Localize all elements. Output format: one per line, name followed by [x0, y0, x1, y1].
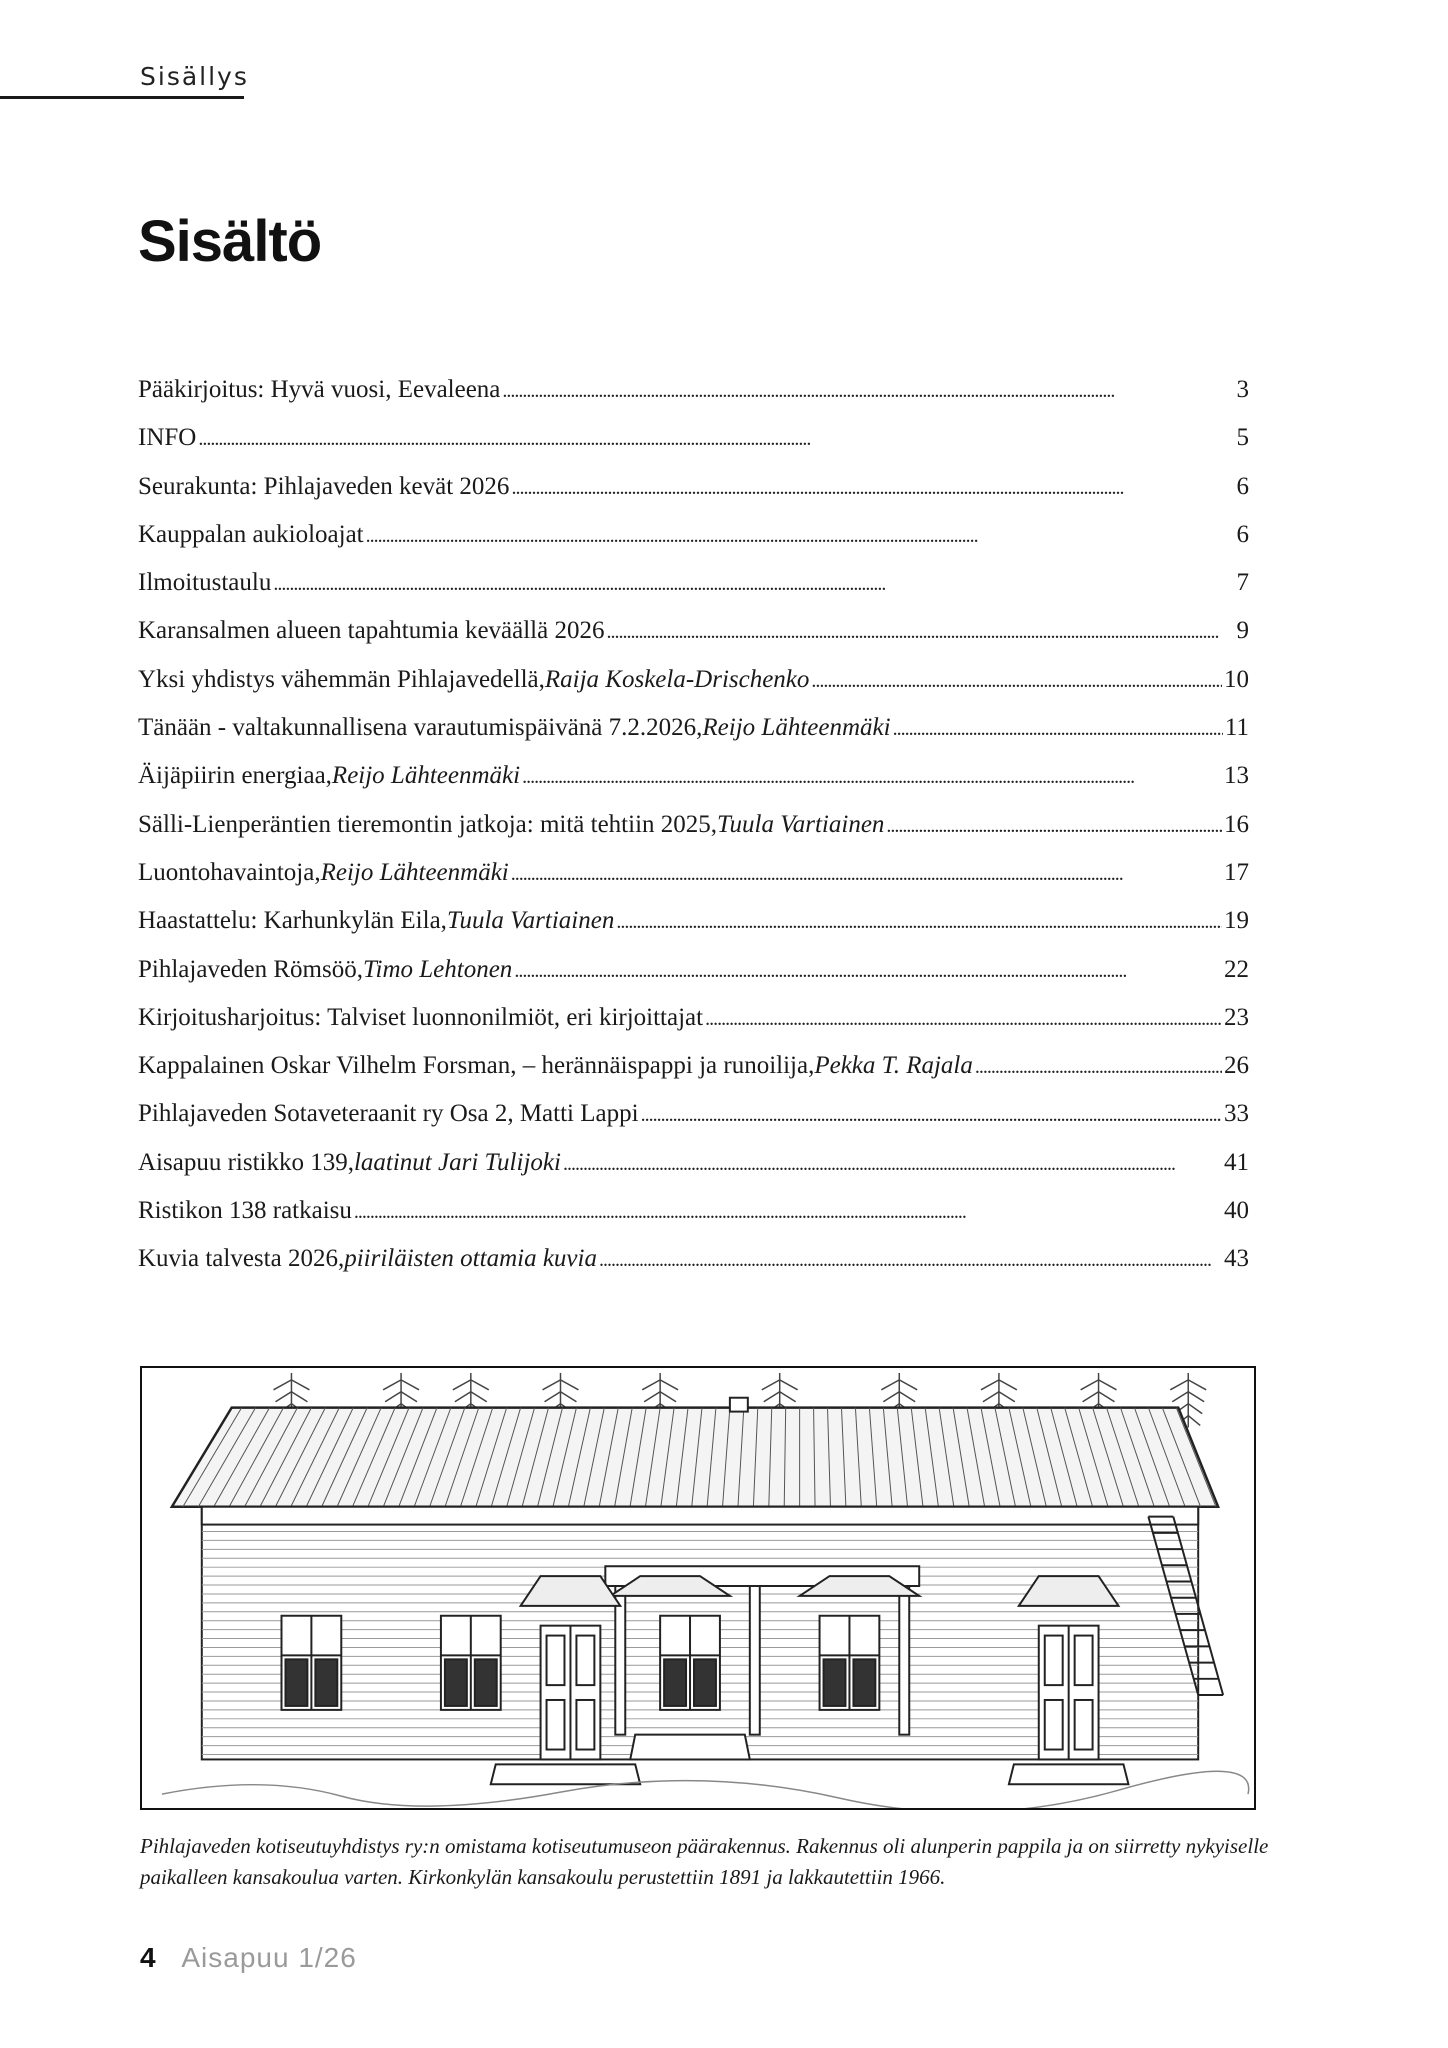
toc-dot-leader	[975, 1052, 1222, 1080]
toc-entry[interactable]	[138, 1197, 1249, 1245]
toc-entry-title: Pääkirjoitus: Hyvä vuosi, Eevaleena	[138, 376, 501, 403]
toc-entry-page: 7	[1236, 569, 1249, 597]
toc-entry-author: Reijo Lähteenmäki	[320, 858, 509, 886]
toc-entry[interactable]	[138, 1100, 1249, 1148]
toc-entry-author: Pekka T. Rajala	[814, 1052, 973, 1080]
toc-entry[interactable]	[138, 376, 1249, 424]
toc-entry[interactable]	[138, 859, 1249, 907]
toc-dot-leader	[599, 1245, 1222, 1273]
toc-entry[interactable]	[138, 521, 1249, 569]
toc-entry[interactable]	[138, 762, 1249, 810]
toc-entry-author: Reijo Lähteenmäki	[331, 762, 521, 790]
toc-entry-title: Ristikon 138 ratkaisu	[138, 1197, 352, 1225]
toc-entry-page: 6	[1236, 472, 1249, 500]
toc-entry-page: 40	[1224, 1197, 1249, 1225]
toc-dot-leader	[886, 811, 1222, 839]
page-number: 4	[140, 1942, 156, 1973]
toc-entry[interactable]	[138, 956, 1249, 1004]
toc-entry-page: 43	[1224, 1245, 1249, 1273]
toc-entry-page: 13	[1224, 762, 1249, 790]
toc-dot-leader	[511, 859, 1222, 887]
toc-entry-title: Ilmoitustaulu	[138, 569, 272, 597]
toc-dot-leader	[606, 617, 1234, 645]
toc-entry-author: Timo Lehtonen	[362, 955, 513, 983]
table-of-contents	[138, 376, 1249, 1294]
toc-entry-page: 6	[1236, 520, 1249, 548]
toc-entry-page: 22	[1224, 955, 1249, 983]
toc-dot-leader	[522, 762, 1222, 790]
toc-dot-leader	[563, 1149, 1222, 1177]
toc-dot-leader	[366, 521, 1235, 549]
toc-dot-leader	[893, 714, 1223, 742]
toc-entry-page: 9	[1236, 617, 1249, 645]
toc-entry-title: Pihlajaveden Römsöö,	[138, 955, 363, 983]
toc-entry-page: 5	[1236, 424, 1249, 452]
toc-entry[interactable]	[138, 569, 1249, 617]
toc-dot-leader	[705, 1004, 1222, 1032]
toc-dot-leader	[641, 1100, 1222, 1128]
toc-entry[interactable]	[138, 617, 1249, 665]
toc-entry[interactable]	[138, 811, 1249, 859]
toc-entry-page: 10	[1224, 665, 1249, 693]
toc-entry[interactable]	[138, 473, 1249, 521]
toc-entry-author: Tuula Vartiainen	[446, 907, 615, 935]
toc-entry-title: Kappalainen Oskar Vilhelm Forsman, – herännäispappi ja runoilija,	[138, 1052, 815, 1080]
toc-entry-title: Luontohavaintoja,	[138, 858, 321, 886]
toc-entry-title: Aisapuu ristikko 139,	[138, 1148, 354, 1176]
toc-entry-page: 19	[1224, 907, 1249, 935]
toc-dot-leader	[502, 376, 1234, 404]
toc-entry-author: Reijo Lähteenmäki	[702, 714, 891, 742]
toc-entry-title: Äijäpiirin energiaa,	[138, 762, 332, 790]
toc-entry-title: Tänään - valtakunnallisena varautumispäivänä 7.2.2026,	[138, 714, 703, 742]
toc-entry-title: Sälli-Lienperäntien tieremontin jatkoja: mitä tehtiin 2025,	[138, 810, 718, 838]
toc-dot-leader	[354, 1197, 1222, 1225]
toc-entry-title: Karansalmen alueen tapahtumia keväällä 2026	[138, 617, 605, 645]
toc-dot-leader	[514, 956, 1222, 984]
toc-entry-title: Yksi yhdistys vähemmän Pihlajavedellä,	[138, 665, 545, 693]
toc-entry[interactable]	[138, 1052, 1249, 1100]
toc-entry-title: Seurakunta: Pihlajaveden kevät 2026	[138, 472, 510, 500]
toc-entry-author: Tuula Vartiainen	[717, 810, 885, 838]
page-footer	[140, 1942, 357, 1974]
toc-entry-page: 33	[1224, 1100, 1249, 1128]
toc-entry-page: 11	[1224, 714, 1249, 742]
toc-entry-title: Kirjoitusharjoitus: Talviset luonnonilmiöt, eri kirjoittajat	[138, 1003, 704, 1031]
toc-entry[interactable]	[138, 1149, 1249, 1197]
museum-building-illustration	[140, 1366, 1256, 1810]
toc-entry[interactable]	[138, 424, 1249, 472]
toc-entry-title: Kuvia talvesta 2026,	[138, 1245, 345, 1273]
toc-dot-leader	[198, 424, 1234, 452]
toc-dot-leader	[511, 473, 1234, 501]
toc-entry-author: Raija Koskela-Drischenko	[544, 665, 810, 693]
illustration-caption: Pihlajaveden kotiseutuyhdistys ry:n omistama kotiseutumuseon päärakennus. Rakennus oli alunperin pappila ja on siirretty nykyiselle paikalleen kansakoulua varten. Kirkonkylän kansakoulu perustettiin 1891 ja lakkautettiin 1966.	[140, 1834, 1269, 1889]
toc-entry-page: 23	[1224, 1003, 1249, 1031]
toc-entry[interactable]	[138, 666, 1249, 714]
toc-entry-page: 17	[1224, 858, 1249, 886]
toc-entry[interactable]	[138, 1245, 1249, 1293]
toc-entry-author: piiriläisten ottamia kuvia	[344, 1245, 597, 1273]
toc-dot-leader	[616, 907, 1222, 935]
toc-dot-leader	[273, 569, 1234, 597]
toc-dot-leader	[811, 666, 1222, 694]
toc-entry[interactable]	[138, 907, 1249, 955]
toc-entry-title: Haastattelu: Karhunkylän Eila,	[138, 907, 447, 935]
toc-entry-page: 26	[1224, 1052, 1249, 1080]
toc-entry-page: 41	[1224, 1148, 1249, 1176]
toc-entry[interactable]	[138, 1004, 1249, 1052]
toc-entry-author: laatinut Jari Tulijoki	[353, 1148, 561, 1176]
section-rule	[0, 96, 244, 99]
toc-entry[interactable]	[138, 714, 1249, 762]
page-title: Sisältö	[138, 209, 322, 274]
section-label: Sisällys	[140, 62, 249, 91]
magazine-issue: Aisapuu 1/26	[181, 1942, 357, 1973]
toc-entry-page: 16	[1224, 810, 1249, 838]
toc-entry-page: 3	[1236, 376, 1249, 403]
toc-entry-title: Pihlajaveden Sotaveteraanit ry Osa 2, Matti Lappi	[138, 1100, 639, 1128]
toc-entry-title: INFO	[138, 424, 197, 452]
toc-entry-title: Kauppalan aukioloajat	[138, 520, 364, 548]
